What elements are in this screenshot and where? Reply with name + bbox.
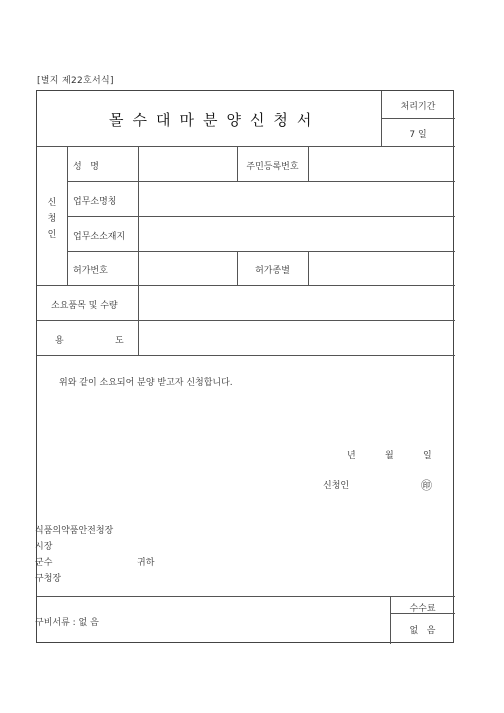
row-divider [67,216,455,217]
processing-period-label: 처리기간 [400,102,436,112]
license-type-value-line [308,251,309,285]
office-name-label: 업무소명칭 [73,197,117,207]
applicant-label-char: 인 [47,230,57,240]
rrn-value-line [308,146,309,181]
required-documents: 구비서류 : 없 음 [35,618,99,628]
purpose-label-char: 용 [55,336,64,346]
office-address-label: 업무소소재지 [73,232,126,242]
label-column-line [138,146,139,355]
footer-divider [37,596,455,597]
seal-mark: ㊞ [421,479,432,492]
fee-value: 없 음 [409,626,436,636]
purpose-label-char: 도 [115,336,124,346]
applicant-label-char: 청 [47,214,57,224]
title-row-divider [37,146,455,147]
name-label: 성 명 [73,162,99,172]
fee-label: 수수료 [409,604,436,614]
date-day: 일 [423,451,432,461]
application-statement: 위와 같이 소요되어 분양 받고자 신청합니다. [59,378,233,388]
form-title: 몰수대마분양신청서 [109,111,321,129]
recipient-line: 시장 [35,542,53,552]
recipient-line: 식품의약품안전청장 [35,526,114,536]
recipient-line: 구청장 [35,574,62,584]
license-number-label: 허가번호 [73,266,108,276]
applicant-signature-label: 신청인 [323,481,350,491]
date-month: 월 [385,451,394,461]
processing-period-value: 7 일 [409,130,427,140]
recipient-line: 군수 [35,558,53,568]
applicant-label-char: 신 [47,198,57,208]
processing-divider [381,118,455,119]
applicant-group-line [67,146,68,285]
rrn-label: 주민등록번호 [246,162,299,172]
items-bottom-divider [37,320,455,321]
row-divider [67,251,455,252]
items-quantity-label: 소요품목 및 수량 [51,301,118,311]
application-form [36,90,454,643]
form-number: [별지 제22호서식] [37,76,114,86]
purpose-bottom-divider [37,355,455,356]
row-divider [67,181,455,182]
date-year: 년 [347,451,356,461]
applicant-bottom-divider [37,285,455,286]
license-type-label: 허가종별 [255,266,290,276]
honorific: 귀하 [137,558,155,568]
